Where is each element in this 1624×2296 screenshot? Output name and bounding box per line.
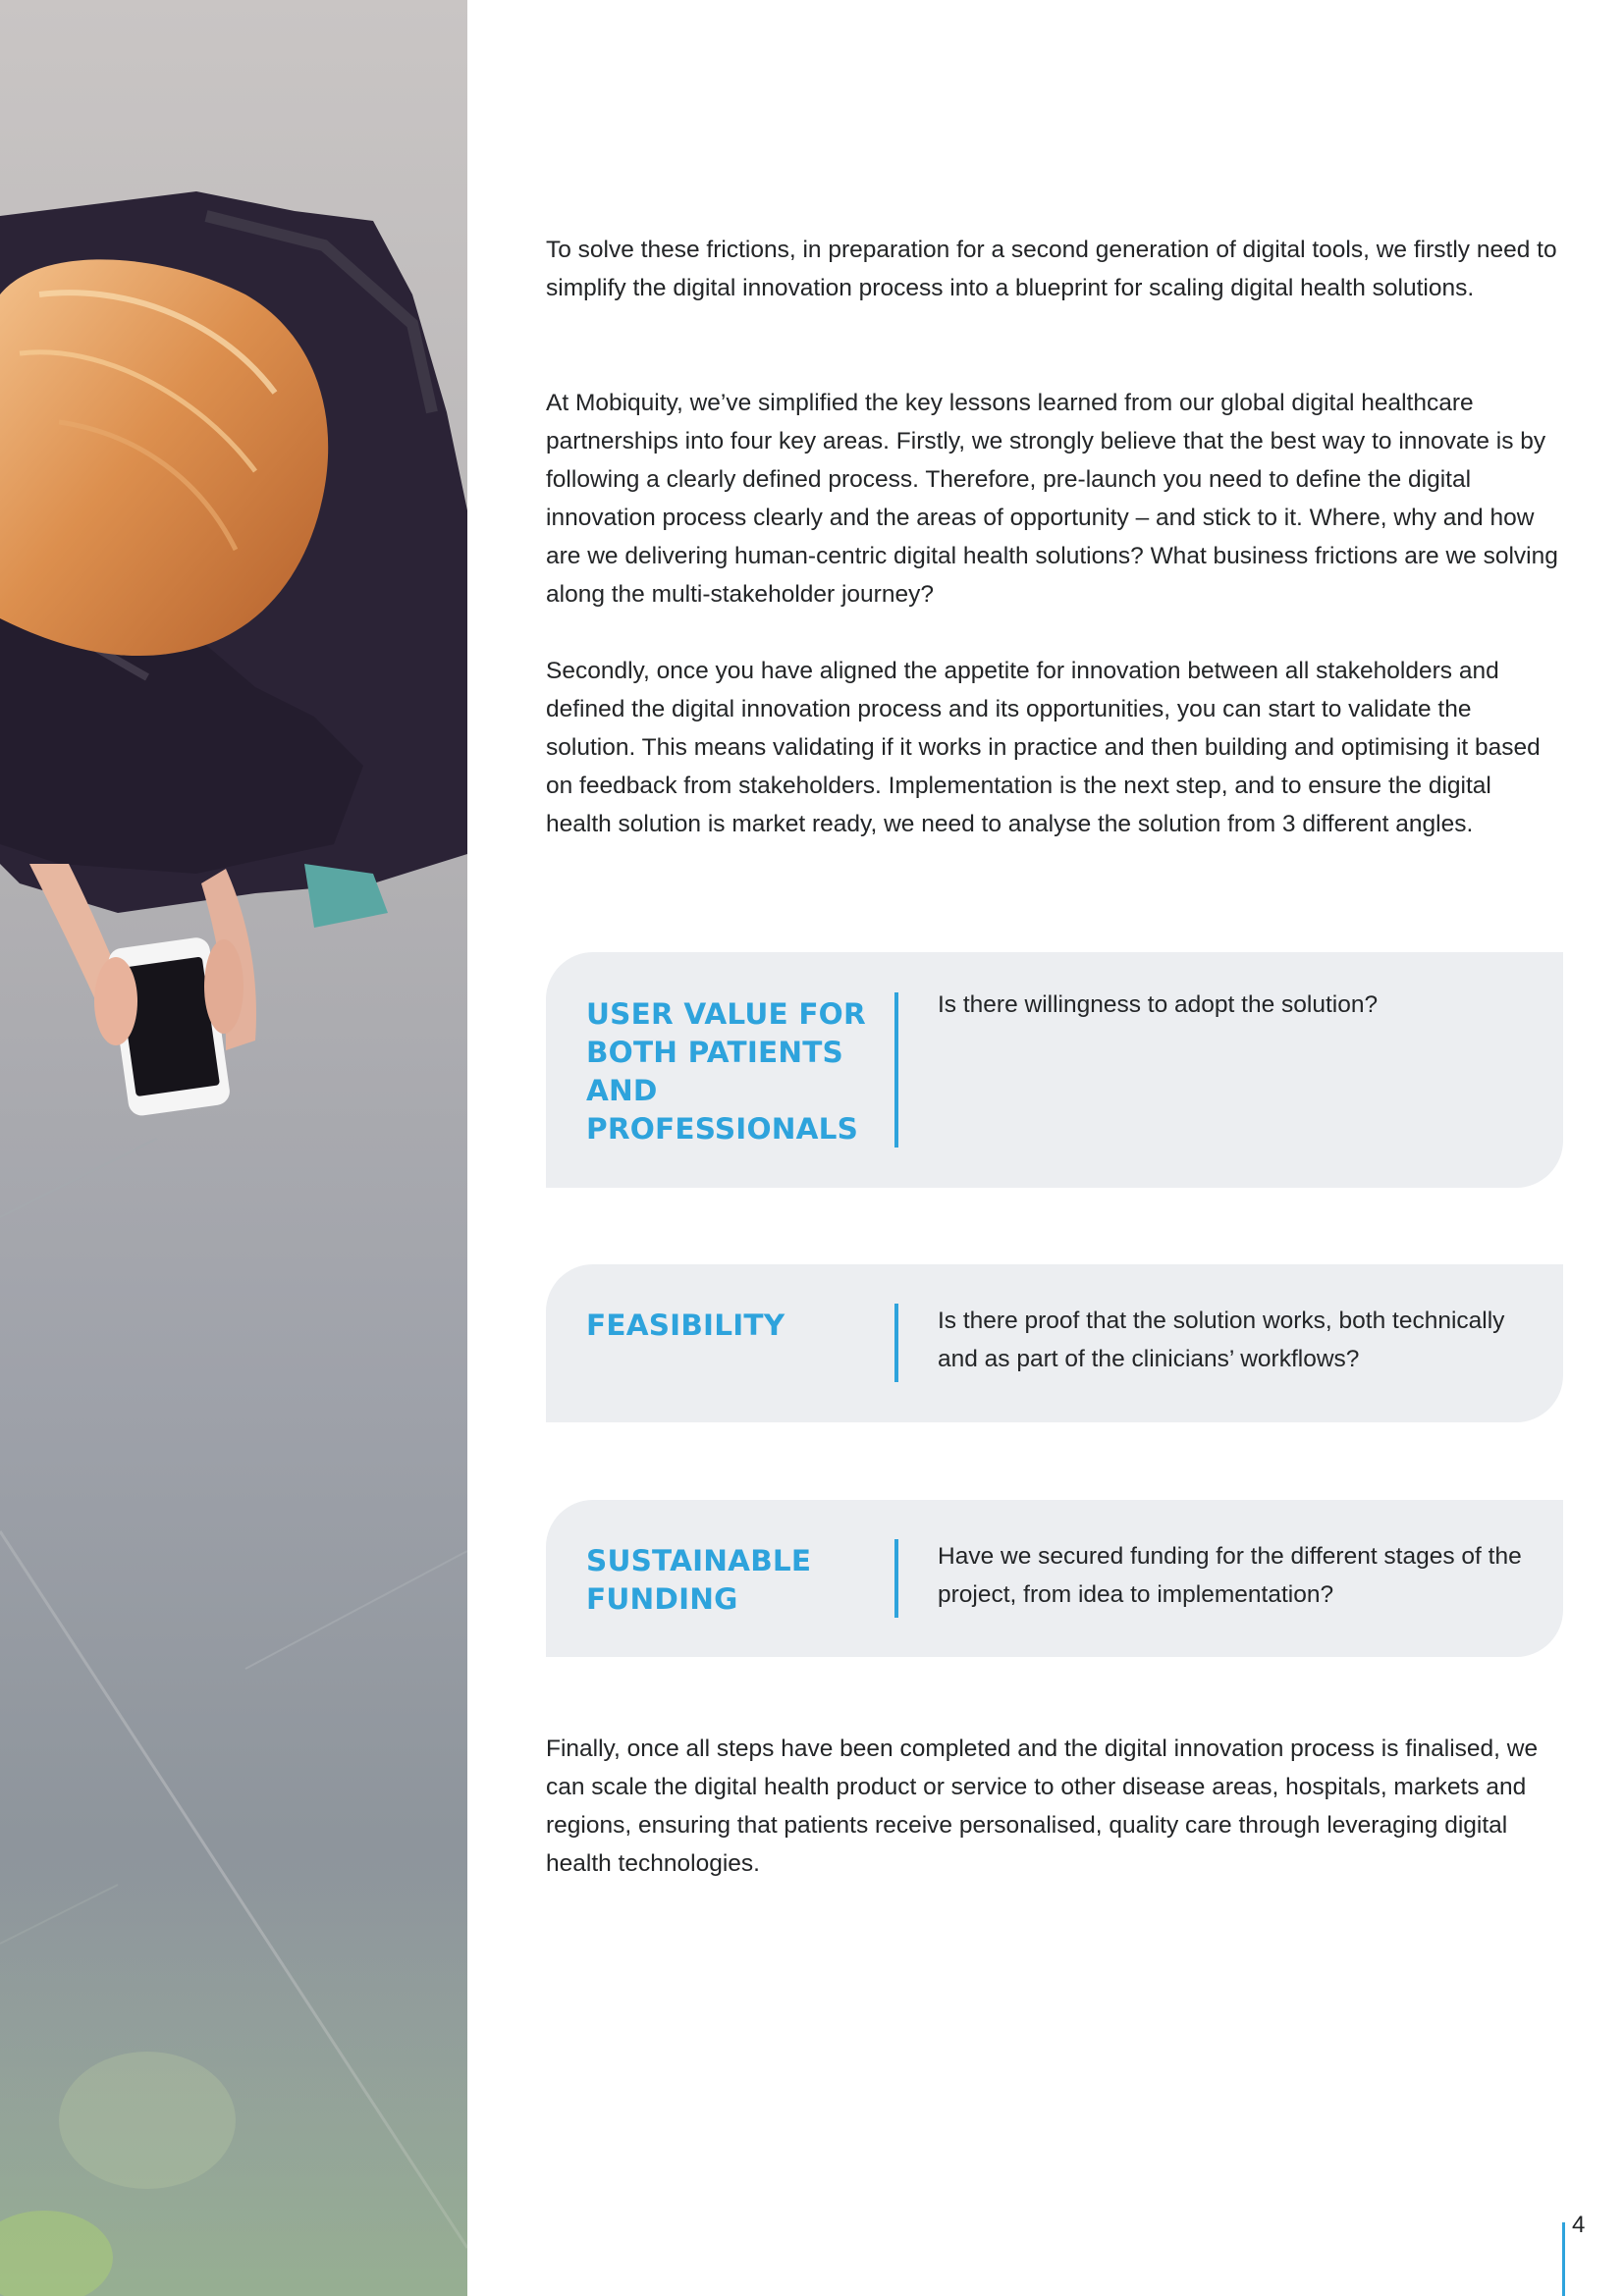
paragraph-mobiquity-lessons: At Mobiquity, we’ve simplified the key lessons learned from our global digital healthcare partnerships into four key areas. Firstly, we strongly believe that the best way to innovate is by following a clearly defined process. Therefore, pre-launch you need to define the digital innovation process clearly and the areas of opportunity – and stick to it. Where, why and how are we delivering human-centric digital health solutions? What business frictions are we solving along the multi-stakeholder journey? <box>546 390 1558 608</box>
criteria-divider <box>894 1539 898 1618</box>
woman-with-smartphone-photo <box>0 0 467 2296</box>
criteria-divider <box>894 1304 898 1382</box>
criteria-divider <box>894 992 898 1148</box>
page-number-divider <box>1562 2222 1565 2296</box>
page-number: 4 <box>1572 2212 1586 2238</box>
criteria-card-user-value <box>546 952 1563 1188</box>
criteria-question: Have we secured funding for the different stages of the project, from idea to implementation? <box>938 1543 1522 1608</box>
paragraph-validation: Secondly, once you have aligned the appetite for innovation between all stakeholders and defined the digital innovation process and its opportunities, you can start to validate the solution. This means validating if it works in practice and then building and optimising it based on feedback from stakeholders. Implementation is the next step, and to ensure the digital health solution is market ready, we need to analyse the solution from 3 different angles. <box>546 658 1541 837</box>
criteria-title: USER VALUE FOR BOTH PATIENTS AND PROFESSIONALS <box>586 997 866 1146</box>
criteria-question: Is there willingness to adopt the solution? <box>938 991 1379 1018</box>
criteria-card-sustainable-funding <box>546 1500 1563 1657</box>
criteria-title: SUSTAINABLE FUNDING <box>586 1544 812 1616</box>
criteria-title: FEASIBILITY <box>586 1308 785 1342</box>
criteria-question: Is there proof that the solution works, both technically and as part of the clinicians’ workflows? <box>938 1308 1505 1372</box>
paragraph-intro: To solve these frictions, in preparation for a second generation of digital tools, we firstly need to simplify the digital innovation process into a blueprint for scaling digital health solutions. <box>546 237 1557 301</box>
criteria-card-feasibility <box>546 1264 1563 1422</box>
paragraph-scaling: Finally, once all steps have been completed and the digital innovation process is finalised, we can scale the digital health product or service to other disease areas, hospitals, markets and regions, ensuring that patients receive personalised, quality care through leveraging digital health technologies. <box>546 1735 1539 1877</box>
